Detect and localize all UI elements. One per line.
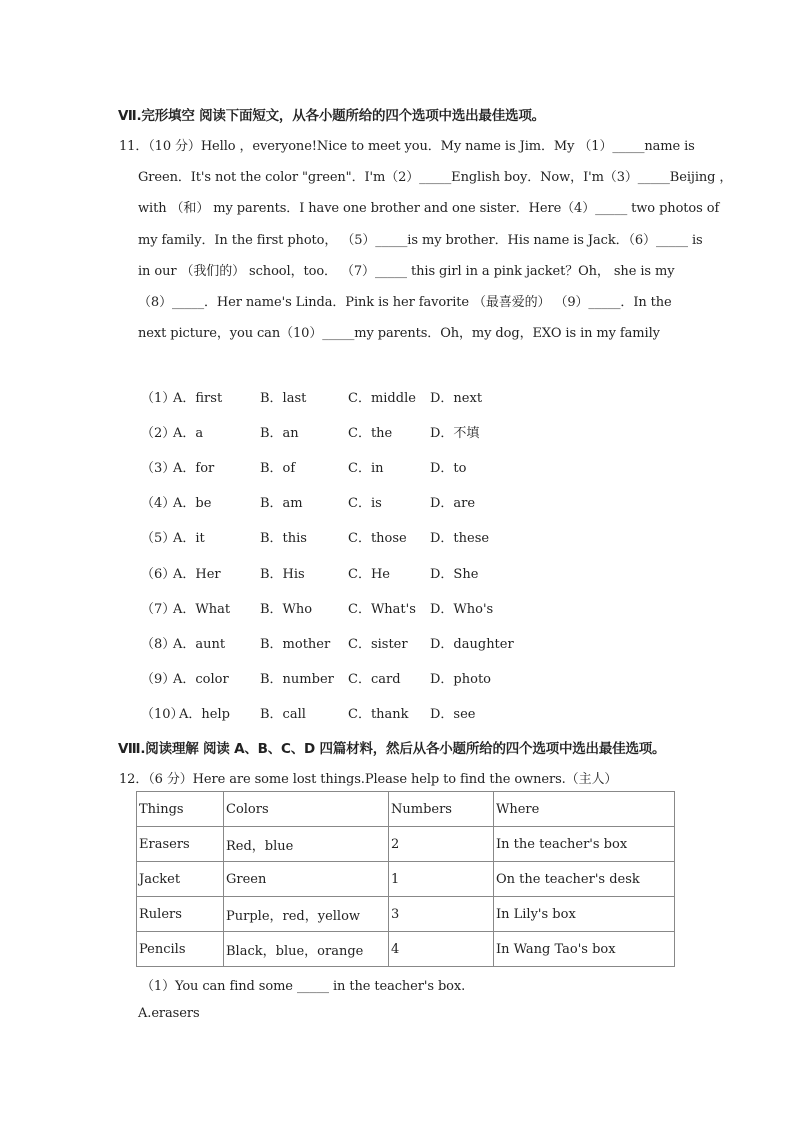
passage-line: my family．In the first photo， （5）_____is my brother．His name is Jack．（6）_____ is (138, 233, 703, 248)
table-header: Colors (224, 792, 389, 827)
passage-line: next picture，you can（10）_____my parents．Oh，my dog，EXO is in my family (138, 326, 660, 341)
table-cell: Black，blue，orange (224, 932, 389, 967)
option-row (141, 387, 561, 407)
passage-line: in our （我们的） school，too． （7）_____ this girl in a pink jacket？Oh， she is my (138, 264, 675, 279)
table-row (137, 862, 675, 897)
option-number: （10） (141, 707, 184, 722)
option-d[interactable]: D．daughter (430, 637, 514, 652)
option-d[interactable]: D．next (430, 391, 483, 406)
option-row (141, 422, 561, 442)
table-cell: Purple，red，yellow (224, 897, 389, 932)
table-cell: In Wang Tao's box (494, 932, 675, 967)
option-number: （8） (141, 637, 176, 652)
option-b[interactable]: B．last (260, 391, 307, 406)
option-b[interactable]: B．an (260, 426, 299, 441)
table-cell: On the teacher's desk (494, 862, 675, 897)
option-c[interactable]: C．in (348, 461, 384, 476)
lost-things-table (136, 791, 675, 967)
table-row (137, 897, 675, 932)
option-d[interactable]: D．to (430, 461, 467, 476)
option-c[interactable]: C．sister (348, 637, 408, 652)
option-c[interactable]: C．thank (348, 707, 409, 722)
option-number: （7） (141, 602, 176, 617)
option-a[interactable]: A．Her (173, 567, 221, 582)
option-a[interactable]: A．be (173, 496, 212, 511)
option-c[interactable]: C．the (348, 426, 393, 441)
option-c[interactable]: C．middle (348, 391, 416, 406)
option-d[interactable]: D．these (430, 531, 490, 546)
passage-line: （8）_____．Her name's Linda．Pink is her favorite （最喜爱的） （9）_____．In the (138, 295, 672, 310)
table-header: Where (494, 792, 675, 827)
sub-question-1-option-a[interactable]: A.erasers (138, 1006, 200, 1021)
option-d[interactable]: D．photo (430, 672, 491, 687)
option-a[interactable]: A．a (173, 426, 204, 441)
option-a[interactable]: A．for (173, 461, 215, 476)
option-b[interactable]: B．number (260, 672, 334, 687)
option-row (141, 563, 561, 583)
table-cell: Green (224, 862, 389, 897)
option-a[interactable]: A．color (173, 672, 229, 687)
option-number: （9） (141, 672, 176, 687)
option-d[interactable]: D．are (430, 496, 476, 511)
option-d[interactable]: D．see (430, 707, 476, 722)
passage-line: Green．It's not the color "green"．I'm（2）_____English boy．Now，I'm（3）_____Beijing ， (138, 170, 733, 185)
table-cell: 3 (389, 897, 494, 932)
option-c[interactable]: C．those (348, 531, 407, 546)
option-a[interactable]: A．it (173, 531, 205, 546)
table-cell: 2 (389, 827, 494, 862)
option-row (141, 598, 561, 618)
option-c[interactable]: C．card (348, 672, 401, 687)
option-a[interactable]: A．What (173, 602, 231, 617)
option-b[interactable]: B．of (260, 461, 296, 476)
option-number: （4） (141, 496, 176, 511)
option-b[interactable]: B．am (260, 496, 303, 511)
option-c[interactable]: C．is (348, 496, 382, 511)
option-row (141, 703, 561, 723)
option-number: （5） (141, 531, 176, 546)
table-cell: In the teacher's box (494, 827, 675, 862)
option-b[interactable]: B．His (260, 567, 305, 582)
table-header: Things (137, 792, 224, 827)
table-cell: 4 (389, 932, 494, 967)
option-b[interactable]: B．Who (260, 602, 313, 617)
question-12-intro: 12．（6 分）Here are some lost things.Please help to find the owners.（主人） (119, 772, 618, 787)
sub-question-1: （1）You can find some _____ in the teacher's box. (141, 979, 466, 994)
option-c[interactable]: C．What's (348, 602, 416, 617)
option-a[interactable]: A．aunt (173, 637, 226, 652)
table-cell: In Lily's box (494, 897, 675, 932)
table-row (137, 932, 675, 967)
table-cell: Rulers (137, 897, 224, 932)
option-d[interactable]: D．She (430, 567, 479, 582)
option-number: （2） (141, 426, 176, 441)
option-number: （3） (141, 461, 176, 476)
section-7-title: Ⅶ.完形填空 阅读下面短文，从各小题所给的四个选项中选出最佳选项。 (118, 108, 545, 124)
passage-line: 11．（10 分）Hello ，everyone!Nice to meet you．My name is Jim．My （1）_____name is (119, 139, 695, 154)
table-cell: 1 (389, 862, 494, 897)
option-row (141, 633, 561, 653)
option-row (141, 492, 561, 512)
option-d[interactable]: D．Who's (430, 602, 494, 617)
section-8-title: Ⅷ.阅读理解 阅读 A、B、C、D 四篇材料，然后从各小题所给的四个选项中选出最佳选项。 (118, 741, 666, 757)
option-a[interactable]: A．help (179, 707, 230, 722)
table-cell: Red，blue (224, 827, 389, 862)
option-number: （1） (141, 391, 176, 406)
table-cell: Erasers (137, 827, 224, 862)
table-row (137, 827, 675, 862)
option-b[interactable]: B．this (260, 531, 307, 546)
option-d[interactable]: D．不填 (430, 426, 480, 441)
option-c[interactable]: C．He (348, 567, 390, 582)
table-header: Numbers (389, 792, 494, 827)
option-row (141, 668, 561, 688)
passage-line: with （和） my parents．I have one brother and one sister．Here（4）_____ two photos of (138, 201, 720, 216)
option-b[interactable]: B．call (260, 707, 306, 722)
option-row (141, 527, 561, 547)
option-b[interactable]: B．mother (260, 637, 331, 652)
option-row (141, 457, 561, 477)
table-header-row (137, 792, 675, 827)
table-cell: Jacket (137, 862, 224, 897)
option-number: （6） (141, 567, 176, 582)
option-a[interactable]: A．first (173, 391, 223, 406)
table-cell: Pencils (137, 932, 224, 967)
